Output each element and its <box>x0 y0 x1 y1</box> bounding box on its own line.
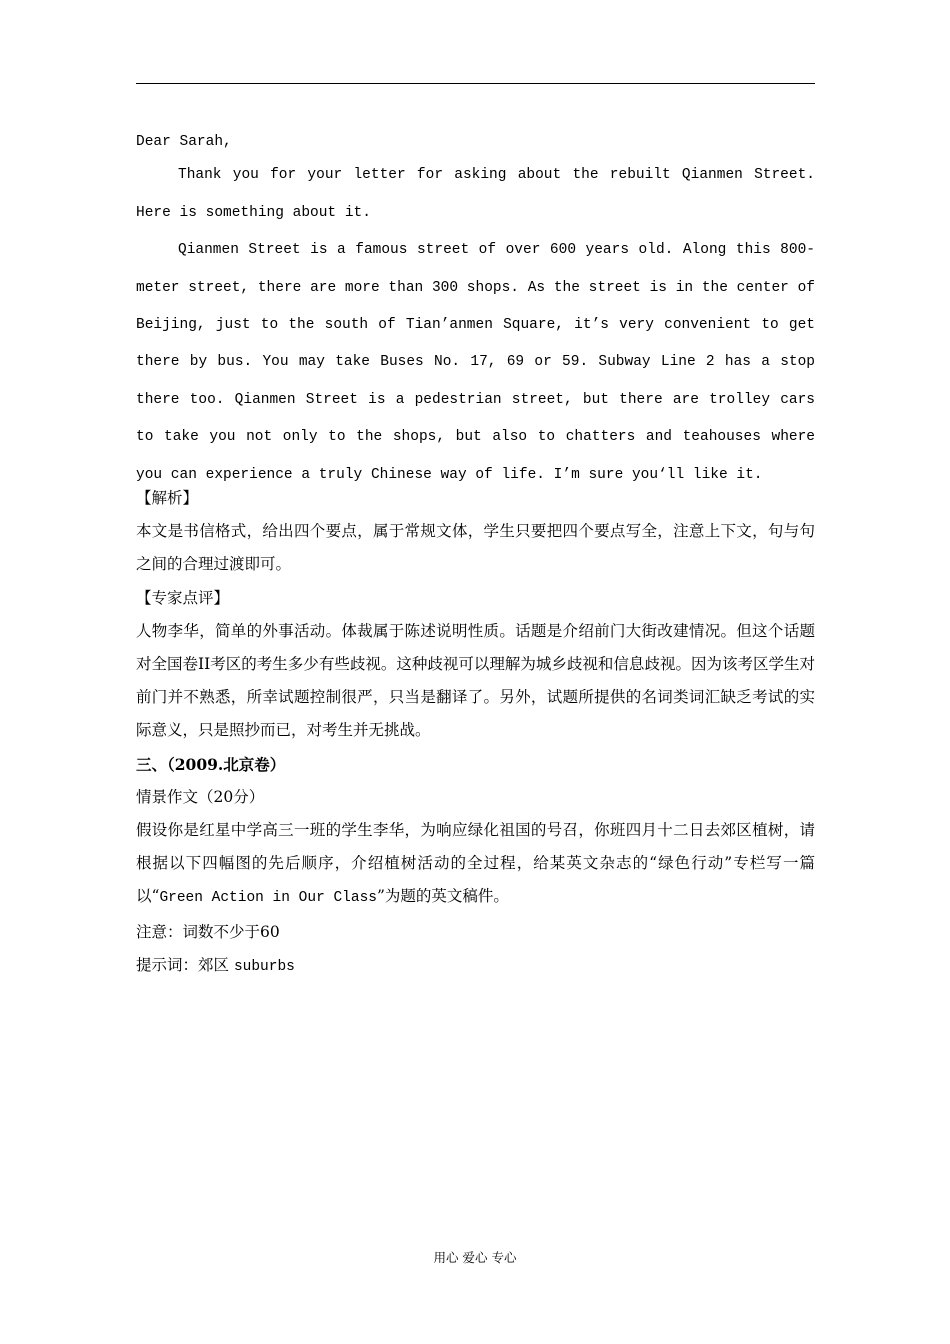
commentary-section <box>136 482 815 984</box>
hint-label: 提示词：郊区 <box>136 955 230 974</box>
sample-letter <box>136 124 815 494</box>
letter-paragraph-2: Qianmen Street is a famous street of over 600 years old. Along this 800-meter street, there are more than 300 shops. As the street is in the center of Beijing, just to the south of Tian’anmen Square, it’s very convenient to get there by bus. You may take Buses No. 17, 69 or 59. Subway Line 2 has a stop there too. Qianmen Street is a pedestrian street, but there are trolley cars to take you not only to the shops, but also to chatters and teahouses where you can experience a truly Chinese way of life. I’m sure you‘ll like it. <box>136 242 815 483</box>
analysis-heading: 【解析】 <box>136 489 199 507</box>
section-3-heading: 三、（2009.北京卷） <box>136 754 286 774</box>
page-footer: 用心 爱心 专心 <box>433 1250 517 1265</box>
letter-greeting: Dear Sarah, <box>136 134 232 150</box>
review-heading: 【专家点评】 <box>136 588 230 607</box>
review-text: 人物李华，简单的外事活动。体裁属于陈述说明性质。话题是介绍前门大街改建情况。但这个话题对全国卷II考区的考生多少有些歧视。这种歧视可以理解为城乡歧视和信息歧视。因为该考区学生对前门并不熟悉，所幸试题控制很严，只当是翻译了。另外，试题所提供的名词类词汇缺乏考试的实际意义，只是照抄而已，对考生并无挑战。 <box>136 621 815 740</box>
task-prompt-part-a: 假设你是红星中学高三一班的学生李华，为响应绿化祖国的号召，你班四月十二日去郊区植树，请根据以下四幅图的先后顺序，介绍植树活动的全过程，给某英文杂志的“绿色行动”专栏写一篇以“ <box>136 821 815 906</box>
task-hint <box>136 949 815 984</box>
hint-word: suburbs <box>233 958 295 975</box>
task-note: 注意：词数不少于60 <box>136 922 280 941</box>
letter-paragraph-1: Thank you for your letter for asking about the rebuilt Qianmen Street. Here is something about it. <box>136 167 815 221</box>
task-title: 情景作文（20分） <box>136 787 265 806</box>
task-prompt-part-b: ”为题的英文稿件。 <box>376 887 509 906</box>
task-prompt <box>136 814 815 916</box>
header-rule <box>136 83 815 84</box>
analysis-text: 本文是书信格式，给出四个要点，属于常规文体，学生只要把四个要点写全，注意上下文，句与句之间的合理过渡即可。 <box>136 522 815 574</box>
task-prompt-title: Green Action in Our Class <box>159 890 377 907</box>
